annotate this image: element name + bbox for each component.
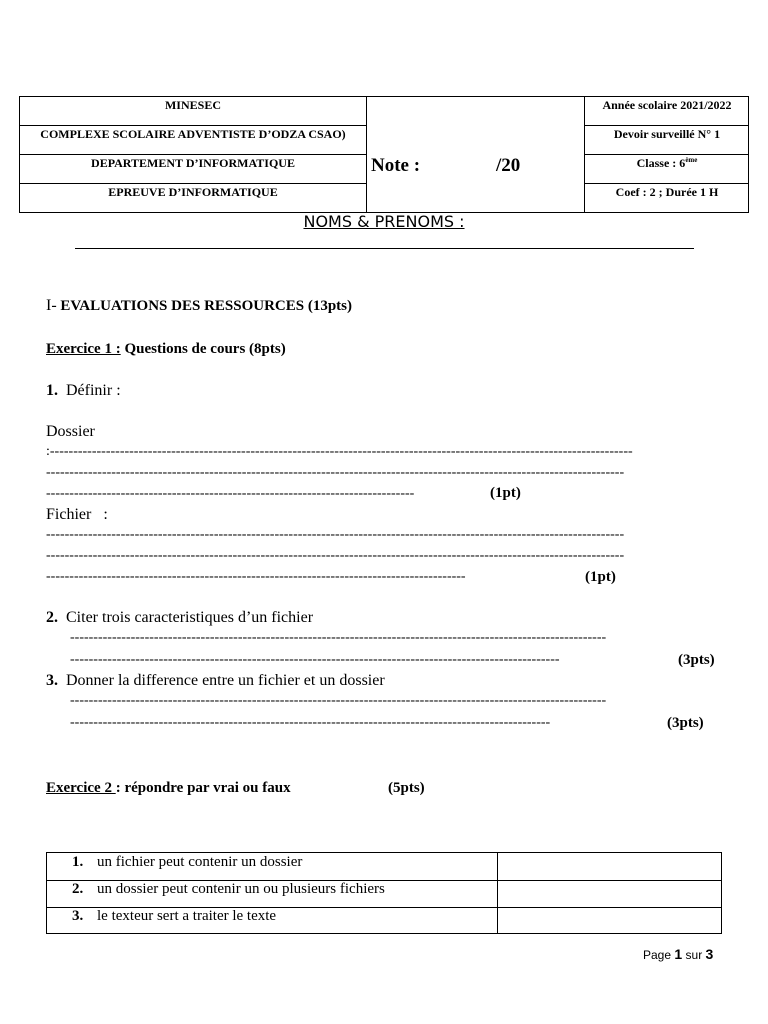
question-2-points: (3pts) bbox=[678, 652, 715, 668]
fichier-answer-line-1[interactable]: ---------------------------------------------------------------------------------------------------------------------------- bbox=[46, 527, 625, 542]
section-1-prefix: I- bbox=[46, 297, 57, 314]
header-table bbox=[19, 96, 749, 213]
names-answer-line[interactable] bbox=[75, 248, 694, 249]
section-1-title: EVALUATIONS DES RESSOURCES (13pts) bbox=[56, 298, 353, 314]
answer-cell-3[interactable] bbox=[498, 907, 721, 933]
question-3-answer-line-2[interactable]: ------------------------------------------------------------------------------------------------------- bbox=[70, 715, 551, 730]
question-1 bbox=[46, 382, 121, 400]
sur-word: sur bbox=[685, 948, 703, 962]
dossier-answer-line-1[interactable]: :----------------------------------------------------------------------------------------------------------------------------- bbox=[46, 444, 633, 459]
header-left-column bbox=[20, 97, 367, 212]
question-1-text: Définir : bbox=[66, 382, 121, 399]
question-2-answer-line-2[interactable]: --------------------------------------------------------------------------------------------------------- bbox=[70, 652, 560, 667]
header-coef-duration: Coef : 2 ; Durée 1 H bbox=[615, 185, 719, 199]
question-2 bbox=[46, 609, 313, 627]
question-2-text: Citer trois caracteristiques d’un fichier bbox=[66, 609, 314, 626]
page-number: 1 bbox=[674, 946, 683, 962]
answer-cell-1[interactable] bbox=[498, 853, 721, 879]
dossier-answer-line-3[interactable]: ------------------------------------------------------------------------------- bbox=[46, 486, 415, 501]
header-ministry: MINESEC bbox=[20, 97, 366, 126]
question-2-answer-line-1[interactable]: ------------------------------------------------------------------------------------------------------------------- bbox=[70, 630, 607, 645]
page-total: 3 bbox=[705, 946, 714, 962]
header-test-number: Devoir surveillé N° 1 bbox=[585, 126, 749, 155]
fichier-answer-line-2[interactable]: ---------------------------------------------------------------------------------------------------------------------------- bbox=[46, 548, 625, 563]
row-number: 3. bbox=[72, 908, 84, 924]
exercise-2-title: : répondre par vrai ou faux bbox=[115, 780, 291, 796]
page-footer bbox=[643, 946, 713, 962]
names-label: NOMS & PRENOMS : bbox=[303, 212, 465, 231]
header-exam-title: EPREUVE D’INFORMATIQUE bbox=[108, 185, 278, 199]
header-department: DEPARTEMENT D’INFORMATIQUE bbox=[20, 155, 366, 184]
dossier-label: Dossier bbox=[46, 423, 95, 440]
exercise-1-heading bbox=[46, 341, 286, 358]
row-number: 2. bbox=[72, 881, 84, 897]
fichier-label: Fichier : bbox=[46, 506, 108, 523]
row-statement: un fichier peut contenir un dossier bbox=[97, 854, 303, 870]
header-class: Classe : 6ème bbox=[585, 155, 749, 184]
note-label: Note : bbox=[371, 155, 421, 176]
question-3-text: Donner la difference entre un fichier et un dossier bbox=[66, 672, 385, 689]
exercise-2-heading bbox=[46, 780, 291, 797]
question-3 bbox=[46, 672, 385, 690]
note-max: /20 bbox=[496, 155, 521, 176]
question-1-number: 1. bbox=[46, 382, 58, 399]
exercise-1-label: Exercice 1 : bbox=[46, 341, 121, 357]
class-superscript: ème bbox=[685, 156, 698, 164]
header-school-year: Année scolaire 2021/2022 bbox=[585, 97, 749, 126]
dossier-answer-line-2[interactable]: ---------------------------------------------------------------------------------------------------------------------------- bbox=[46, 465, 625, 480]
section-1-heading bbox=[46, 297, 352, 315]
exercise-1-title: Questions de cours (8pts) bbox=[120, 341, 286, 357]
exercise-2-label: Exercice 2 bbox=[46, 780, 116, 796]
dossier-points: (1pt) bbox=[490, 485, 521, 501]
header-school: COMPLEXE SCOLAIRE ADVENTISTE D’ODZA CSAO) bbox=[20, 126, 366, 155]
true-false-table bbox=[46, 852, 722, 934]
question-2-number: 2. bbox=[46, 609, 58, 626]
header-right-column bbox=[584, 97, 749, 212]
page-word: Page bbox=[643, 948, 672, 962]
row-statement: un dossier peut contenir un ou plusieurs fichiers bbox=[97, 881, 385, 897]
fichier-points: (1pt) bbox=[585, 569, 616, 585]
exercise-2-points: (5pts) bbox=[388, 780, 425, 796]
question-3-number: 3. bbox=[46, 672, 58, 689]
answer-cell-2[interactable] bbox=[498, 880, 721, 906]
question-3-points: (3pts) bbox=[667, 715, 704, 731]
row-statement: le texteur sert a traiter le texte bbox=[97, 908, 277, 924]
row-number: 1. bbox=[72, 854, 84, 870]
question-3-answer-line-1[interactable]: ------------------------------------------------------------------------------------------------------------------- bbox=[70, 693, 607, 708]
fichier-answer-line-3[interactable]: ------------------------------------------------------------------------------------------ bbox=[46, 569, 466, 584]
